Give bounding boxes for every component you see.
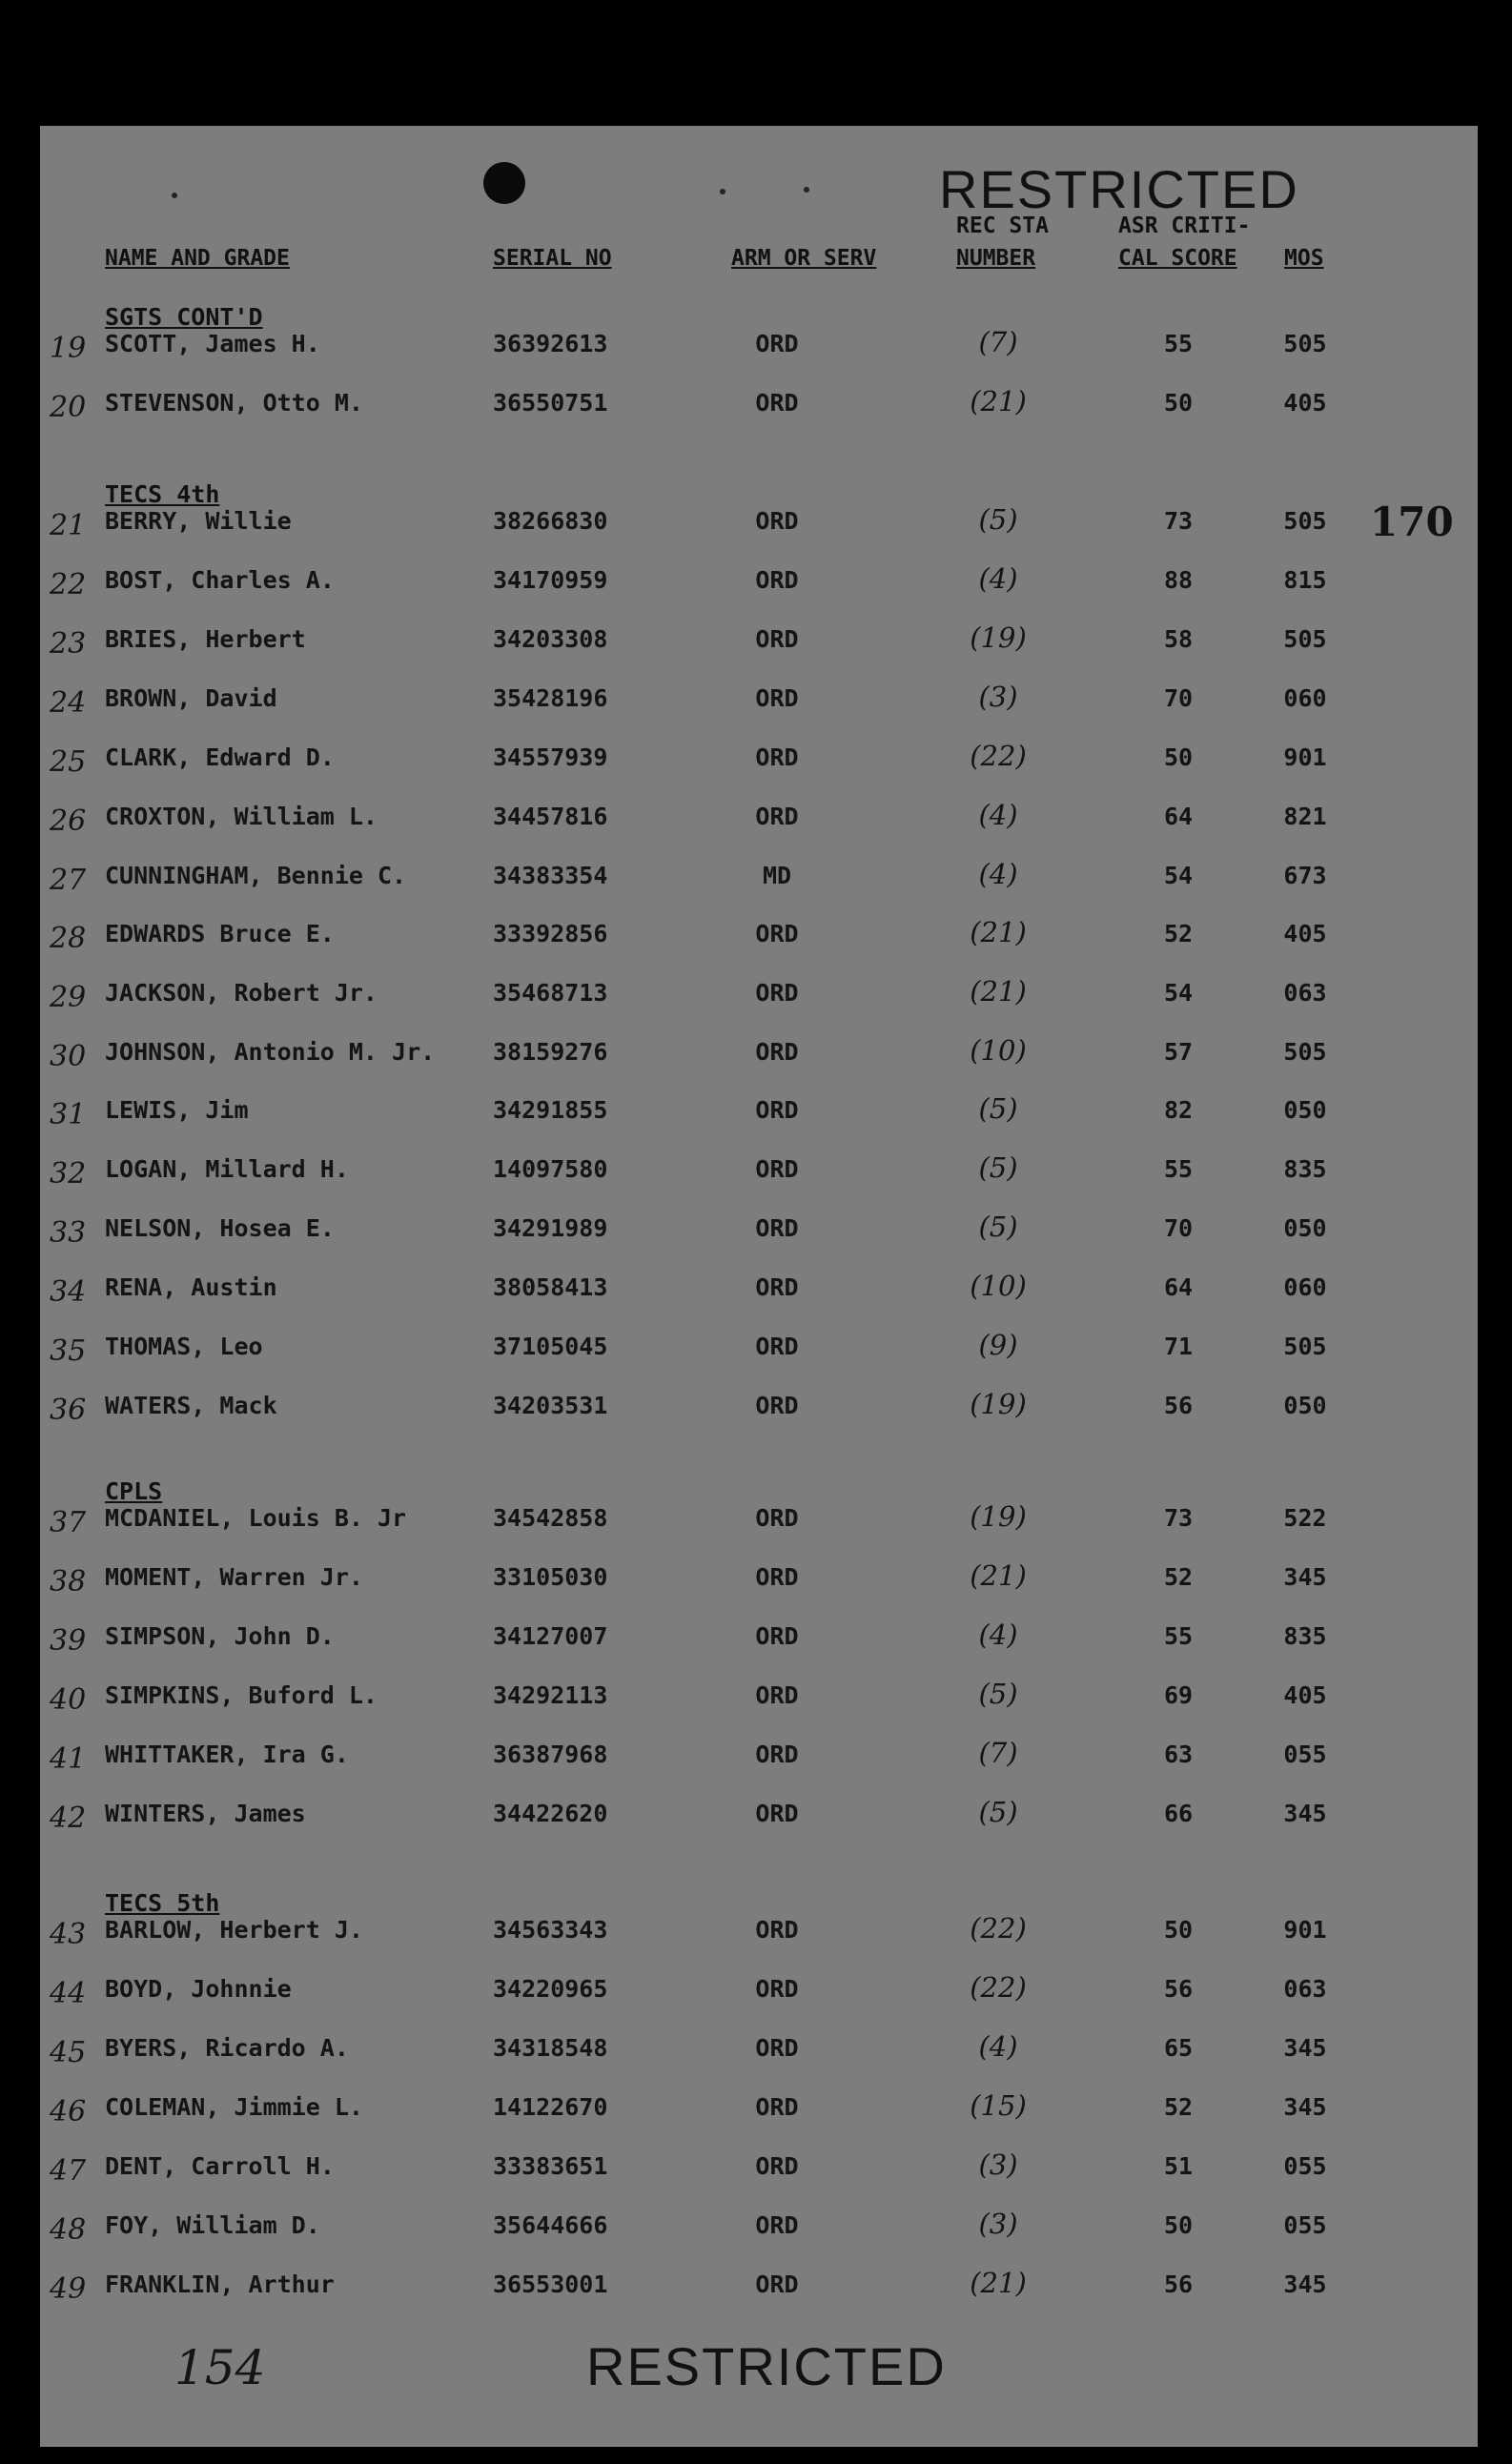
header-asr-line2: CAL SCORE [1118,246,1237,271]
mos-cell: 821 [1283,803,1327,830]
rec-sta-number-cell: (21) [970,1559,1027,1592]
arm-service-cell: MD [762,862,792,889]
asr-score-cell: 56 [1163,2271,1194,2298]
mos-cell: 835 [1283,1622,1327,1650]
name-grade-cell: LOGAN, Millard H. [105,1155,349,1183]
speck [720,189,725,194]
mos-cell: 050 [1283,1392,1327,1419]
serial-number-cell: 36392613 [493,330,608,357]
name-grade-cell: JOHNSON, Antonio M. Jr. [105,1038,436,1066]
serial-number-cell: 34170959 [493,566,608,594]
name-grade-cell: WATERS, Mack [105,1392,277,1419]
asr-score-cell: 82 [1163,1096,1194,1124]
serial-number-cell: 33392856 [493,920,608,947]
mos-cell: 060 [1283,684,1327,712]
serial-number-cell: 34291989 [493,1214,608,1242]
row-handwritten-number: 34 [50,1275,87,1309]
row-handwritten-number: 28 [50,922,87,955]
name-grade-cell: SIMPKINS, Buford L. [105,1681,378,1709]
asr-score-cell: 66 [1163,1800,1194,1827]
serial-number-cell: 34291855 [493,1096,608,1124]
section-title: CPLS [105,1477,163,1505]
row-handwritten-number: 40 [50,1683,87,1717]
row-handwritten-number: 47 [50,2154,87,2188]
name-grade-cell: STEVENSON, Otto M. [105,389,363,417]
header-mos: MOS [1284,246,1324,271]
row-handwritten-number: 43 [50,1918,87,1951]
name-grade-cell: SIMPSON, John D. [105,1622,335,1650]
arm-service-cell: ORD [755,803,799,830]
row-handwritten-number: 37 [50,1506,87,1539]
asr-score-cell: 63 [1163,1741,1194,1768]
arm-service-cell: ORD [755,1038,799,1066]
arm-service-cell: ORD [755,330,799,357]
name-grade-cell: MCDANIEL, Louis B. Jr [105,1504,407,1532]
mos-cell: 405 [1283,1681,1327,1709]
rec-sta-number-cell: (21) [970,916,1027,948]
serial-number-cell: 38266830 [493,507,608,535]
name-grade-cell: WINTERS, James [105,1800,306,1827]
row-handwritten-number: 31 [50,1098,87,1131]
row-handwritten-number: 22 [50,568,87,601]
serial-number-cell: 37105045 [493,1333,608,1360]
mos-cell: 673 [1283,862,1327,889]
serial-number-cell: 34457816 [493,803,608,830]
name-grade-cell: BOYD, Johnnie [105,1975,292,2003]
asr-score-cell: 51 [1163,2152,1194,2180]
mos-cell: 835 [1283,1155,1327,1183]
arm-service-cell: ORD [755,1392,799,1419]
arm-service-cell: ORD [755,1622,799,1650]
row-handwritten-number: 38 [50,1565,87,1599]
rec-sta-number-cell: (3) [978,2208,1018,2240]
rec-sta-number-cell: (3) [978,2148,1018,2181]
mos-cell: 345 [1283,2034,1327,2062]
rec-sta-number-cell: (19) [970,1388,1027,1420]
serial-number-cell: 38159276 [493,1038,608,1066]
asr-score-cell: 70 [1163,684,1194,712]
mos-cell: 345 [1283,2093,1327,2121]
name-grade-cell: THOMAS, Leo [105,1333,263,1360]
rec-sta-number-cell: (10) [970,1270,1027,1302]
rec-sta-number-cell: (19) [970,1500,1027,1533]
asr-score-cell: 58 [1163,625,1194,653]
row-handwritten-number: 27 [50,864,87,897]
arm-service-cell: ORD [755,979,799,1007]
asr-score-cell: 71 [1163,1333,1194,1360]
serial-number-cell: 34383354 [493,862,608,889]
asr-score-cell: 88 [1163,566,1194,594]
arm-service-cell: ORD [755,2271,799,2298]
punch-hole [483,162,525,204]
section-title: TECS 5th [105,1889,220,1917]
rec-sta-number-cell: (22) [970,1971,1027,2004]
arm-service-cell: ORD [755,1681,799,1709]
arm-service-cell: ORD [755,1975,799,2003]
mos-cell: 345 [1283,1800,1327,1827]
mos-cell: 505 [1283,507,1327,535]
rec-sta-number-cell: (4) [978,858,1018,890]
row-handwritten-number: 33 [50,1216,87,1250]
row-handwritten-number: 35 [50,1334,87,1368]
mos-cell: 060 [1283,1273,1327,1301]
row-handwritten-number: 41 [50,1742,87,1776]
mos-cell: 055 [1283,2211,1327,2239]
name-grade-cell: EDWARDS Bruce E. [105,920,335,947]
serial-number-cell: 33383651 [493,2152,608,2180]
rec-sta-number-cell: (7) [978,1737,1018,1769]
row-handwritten-number: 32 [50,1157,87,1191]
header-rec-sta-line1: REC STA [956,214,1049,238]
rec-sta-number-cell: (21) [970,975,1027,1008]
name-grade-cell: BRIES, Herbert [105,625,306,653]
mos-cell: 505 [1283,625,1327,653]
serial-number-cell: 14122670 [493,2093,608,2121]
serial-number-cell: 34318548 [493,2034,608,2062]
name-grade-cell: LEWIS, Jim [105,1096,249,1124]
asr-score-cell: 52 [1163,2093,1194,2121]
name-grade-cell: COLEMAN, Jimmie L. [105,2093,363,2121]
mos-cell: 055 [1283,1741,1327,1768]
asr-score-cell: 50 [1163,389,1194,417]
restricted-stamp-top: RESTRICTED [939,159,1299,219]
mos-cell: 815 [1283,566,1327,594]
mos-cell: 405 [1283,389,1327,417]
asr-score-cell: 64 [1163,1273,1194,1301]
name-grade-cell: NELSON, Hosea E. [105,1214,335,1242]
asr-score-cell: 54 [1163,979,1194,1007]
serial-number-cell: 36553001 [493,2271,608,2298]
asr-score-cell: 73 [1163,1504,1194,1532]
mos-cell: 505 [1283,1038,1327,1066]
rec-sta-number-cell: (3) [978,681,1018,713]
asr-score-cell: 52 [1163,920,1194,947]
row-handwritten-number: 36 [50,1394,87,1427]
arm-service-cell: ORD [755,2211,799,2239]
asr-score-cell: 55 [1163,1155,1194,1183]
mos-cell: 505 [1283,1333,1327,1360]
serial-number-cell: 34557939 [493,743,608,771]
section-title: SGTS CONT'D [105,303,263,331]
arm-service-cell: ORD [755,625,799,653]
mos-cell: 063 [1283,979,1327,1007]
arm-service-cell: ORD [755,920,799,947]
header-arm: ARM OR SERV [731,246,877,271]
asr-score-cell: 52 [1163,1563,1194,1591]
rec-sta-number-cell: (19) [970,621,1027,654]
mos-cell: 055 [1283,2152,1327,2180]
mos-cell: 901 [1283,1916,1327,1944]
asr-score-cell: 57 [1163,1038,1194,1066]
rec-sta-number-cell: (15) [970,2089,1027,2122]
name-grade-cell: MOMENT, Warren Jr. [105,1563,363,1591]
arm-service-cell: ORD [755,1800,799,1827]
serial-number-cell: 34203531 [493,1392,608,1419]
name-grade-cell: BERRY, Willie [105,507,292,535]
row-handwritten-number: 19 [50,332,87,365]
name-grade-cell: DENT, Carroll H. [105,2152,335,2180]
rec-sta-number-cell: (7) [978,326,1018,358]
mos-cell: 345 [1283,2271,1327,2298]
mos-cell: 901 [1283,743,1327,771]
serial-number-cell: 34563343 [493,1916,608,1944]
row-handwritten-number: 20 [50,391,87,424]
asr-score-cell: 55 [1163,330,1194,357]
serial-number-cell: 34542858 [493,1504,608,1532]
asr-score-cell: 73 [1163,507,1194,535]
arm-service-cell: ORD [755,1563,799,1591]
header-serial: SERIAL NO [493,246,612,271]
arm-service-cell: ORD [755,507,799,535]
row-handwritten-number: 23 [50,627,87,661]
serial-number-cell: 14097580 [493,1155,608,1183]
name-grade-cell: RENA, Austin [105,1273,277,1301]
serial-number-cell: 34292113 [493,1681,608,1709]
name-grade-cell: BYERS, Ricardo A. [105,2034,349,2062]
speck [804,187,809,193]
restricted-stamp-bottom: RESTRICTED [586,2336,947,2396]
arm-service-cell: ORD [755,2093,799,2121]
speck [172,193,177,198]
rec-sta-number-cell: (21) [970,385,1027,417]
row-handwritten-number: 25 [50,745,87,779]
serial-number-cell: 35468713 [493,979,608,1007]
rec-sta-number-cell: (4) [978,1619,1018,1651]
rec-sta-number-cell: (4) [978,2030,1018,2063]
row-handwritten-number: 21 [50,509,87,542]
serial-number-cell: 36387968 [493,1741,608,1768]
row-handwritten-number: 44 [50,1977,87,2010]
mos-cell: 345 [1283,1563,1327,1591]
serial-number-cell: 34422620 [493,1800,608,1827]
header-name: NAME AND GRADE [105,246,290,271]
row-handwritten-number: 30 [50,1040,87,1073]
rec-sta-number-cell: (5) [978,1678,1018,1710]
rec-sta-number-cell: (10) [970,1034,1027,1067]
name-grade-cell: BOST, Charles A. [105,566,335,594]
arm-service-cell: ORD [755,2152,799,2180]
arm-service-cell: ORD [755,684,799,712]
rec-sta-number-cell: (4) [978,799,1018,831]
serial-number-cell: 35644666 [493,2211,608,2239]
asr-score-cell: 69 [1163,1681,1194,1709]
name-grade-cell: BROWN, David [105,684,277,712]
rec-sta-number-cell: (5) [978,1151,1018,1184]
mos-cell: 050 [1283,1214,1327,1242]
section-title: TECS 4th [105,480,220,508]
row-handwritten-number: 49 [50,2272,87,2306]
row-handwritten-number: 24 [50,686,87,720]
name-grade-cell: CUNNINGHAM, Bennie C. [105,862,407,889]
asr-score-cell: 50 [1163,743,1194,771]
arm-service-cell: ORD [755,1333,799,1360]
asr-score-cell: 50 [1163,2211,1194,2239]
mos-cell: 050 [1283,1096,1327,1124]
asr-score-cell: 56 [1163,1975,1194,2003]
mos-cell: 522 [1283,1504,1327,1532]
page-number: 170 [1370,499,1454,545]
name-grade-cell: CROXTON, William L. [105,803,378,830]
rec-sta-number-cell: (21) [970,2267,1027,2299]
arm-service-cell: ORD [755,389,799,417]
arm-service-cell: ORD [755,1916,799,1944]
mos-cell: 405 [1283,920,1327,947]
row-handwritten-number: 45 [50,2036,87,2069]
row-handwritten-number: 42 [50,1802,87,1835]
asr-score-cell: 64 [1163,803,1194,830]
row-handwritten-number: 46 [50,2095,87,2128]
arm-service-cell: ORD [755,743,799,771]
handwritten-page-number: 154 [174,2340,266,2395]
rec-sta-number-cell: (5) [978,1211,1018,1243]
asr-score-cell: 70 [1163,1214,1194,1242]
serial-number-cell: 35428196 [493,684,608,712]
name-grade-cell: JACKSON, Robert Jr. [105,979,378,1007]
rec-sta-number-cell: (5) [978,1796,1018,1828]
arm-service-cell: ORD [755,1155,799,1183]
name-grade-cell: FOY, William D. [105,2211,320,2239]
name-grade-cell: WHITTAKER, Ira G. [105,1741,349,1768]
arm-service-cell: ORD [755,566,799,594]
serial-number-cell: 34203308 [493,625,608,653]
header-asr-line1: ASR CRITI- [1118,214,1251,238]
asr-score-cell: 56 [1163,1392,1194,1419]
serial-number-cell: 33105030 [493,1563,608,1591]
name-grade-cell: SCOTT, James H. [105,330,320,357]
asr-score-cell: 65 [1163,2034,1194,2062]
row-handwritten-number: 26 [50,804,87,838]
arm-service-cell: ORD [755,1214,799,1242]
mos-cell: 063 [1283,1975,1327,2003]
arm-service-cell: ORD [755,2034,799,2062]
row-handwritten-number: 39 [50,1624,87,1658]
mos-cell: 505 [1283,330,1327,357]
rec-sta-number-cell: (4) [978,562,1018,595]
rec-sta-number-cell: (9) [978,1329,1018,1361]
name-grade-cell: BARLOW, Herbert J. [105,1916,363,1944]
asr-score-cell: 54 [1163,862,1194,889]
rec-sta-number-cell: (5) [978,503,1018,536]
name-grade-cell: FRANKLIN, Arthur [105,2271,335,2298]
asr-score-cell: 50 [1163,1916,1194,1944]
rec-sta-number-cell: (5) [978,1092,1018,1125]
arm-service-cell: ORD [755,1273,799,1301]
arm-service-cell: ORD [755,1504,799,1532]
arm-service-cell: ORD [755,1741,799,1768]
name-grade-cell: CLARK, Edward D. [105,743,335,771]
row-handwritten-number: 29 [50,981,87,1014]
serial-number-cell: 34127007 [493,1622,608,1650]
rec-sta-number-cell: (22) [970,1912,1027,1945]
arm-service-cell: ORD [755,1096,799,1124]
header-rec-sta-line2: NUMBER [956,246,1036,271]
asr-score-cell: 55 [1163,1622,1194,1650]
serial-number-cell: 34220965 [493,1975,608,2003]
row-handwritten-number: 48 [50,2213,87,2247]
serial-number-cell: 38058413 [493,1273,608,1301]
serial-number-cell: 36550751 [493,389,608,417]
rec-sta-number-cell: (22) [970,740,1027,772]
